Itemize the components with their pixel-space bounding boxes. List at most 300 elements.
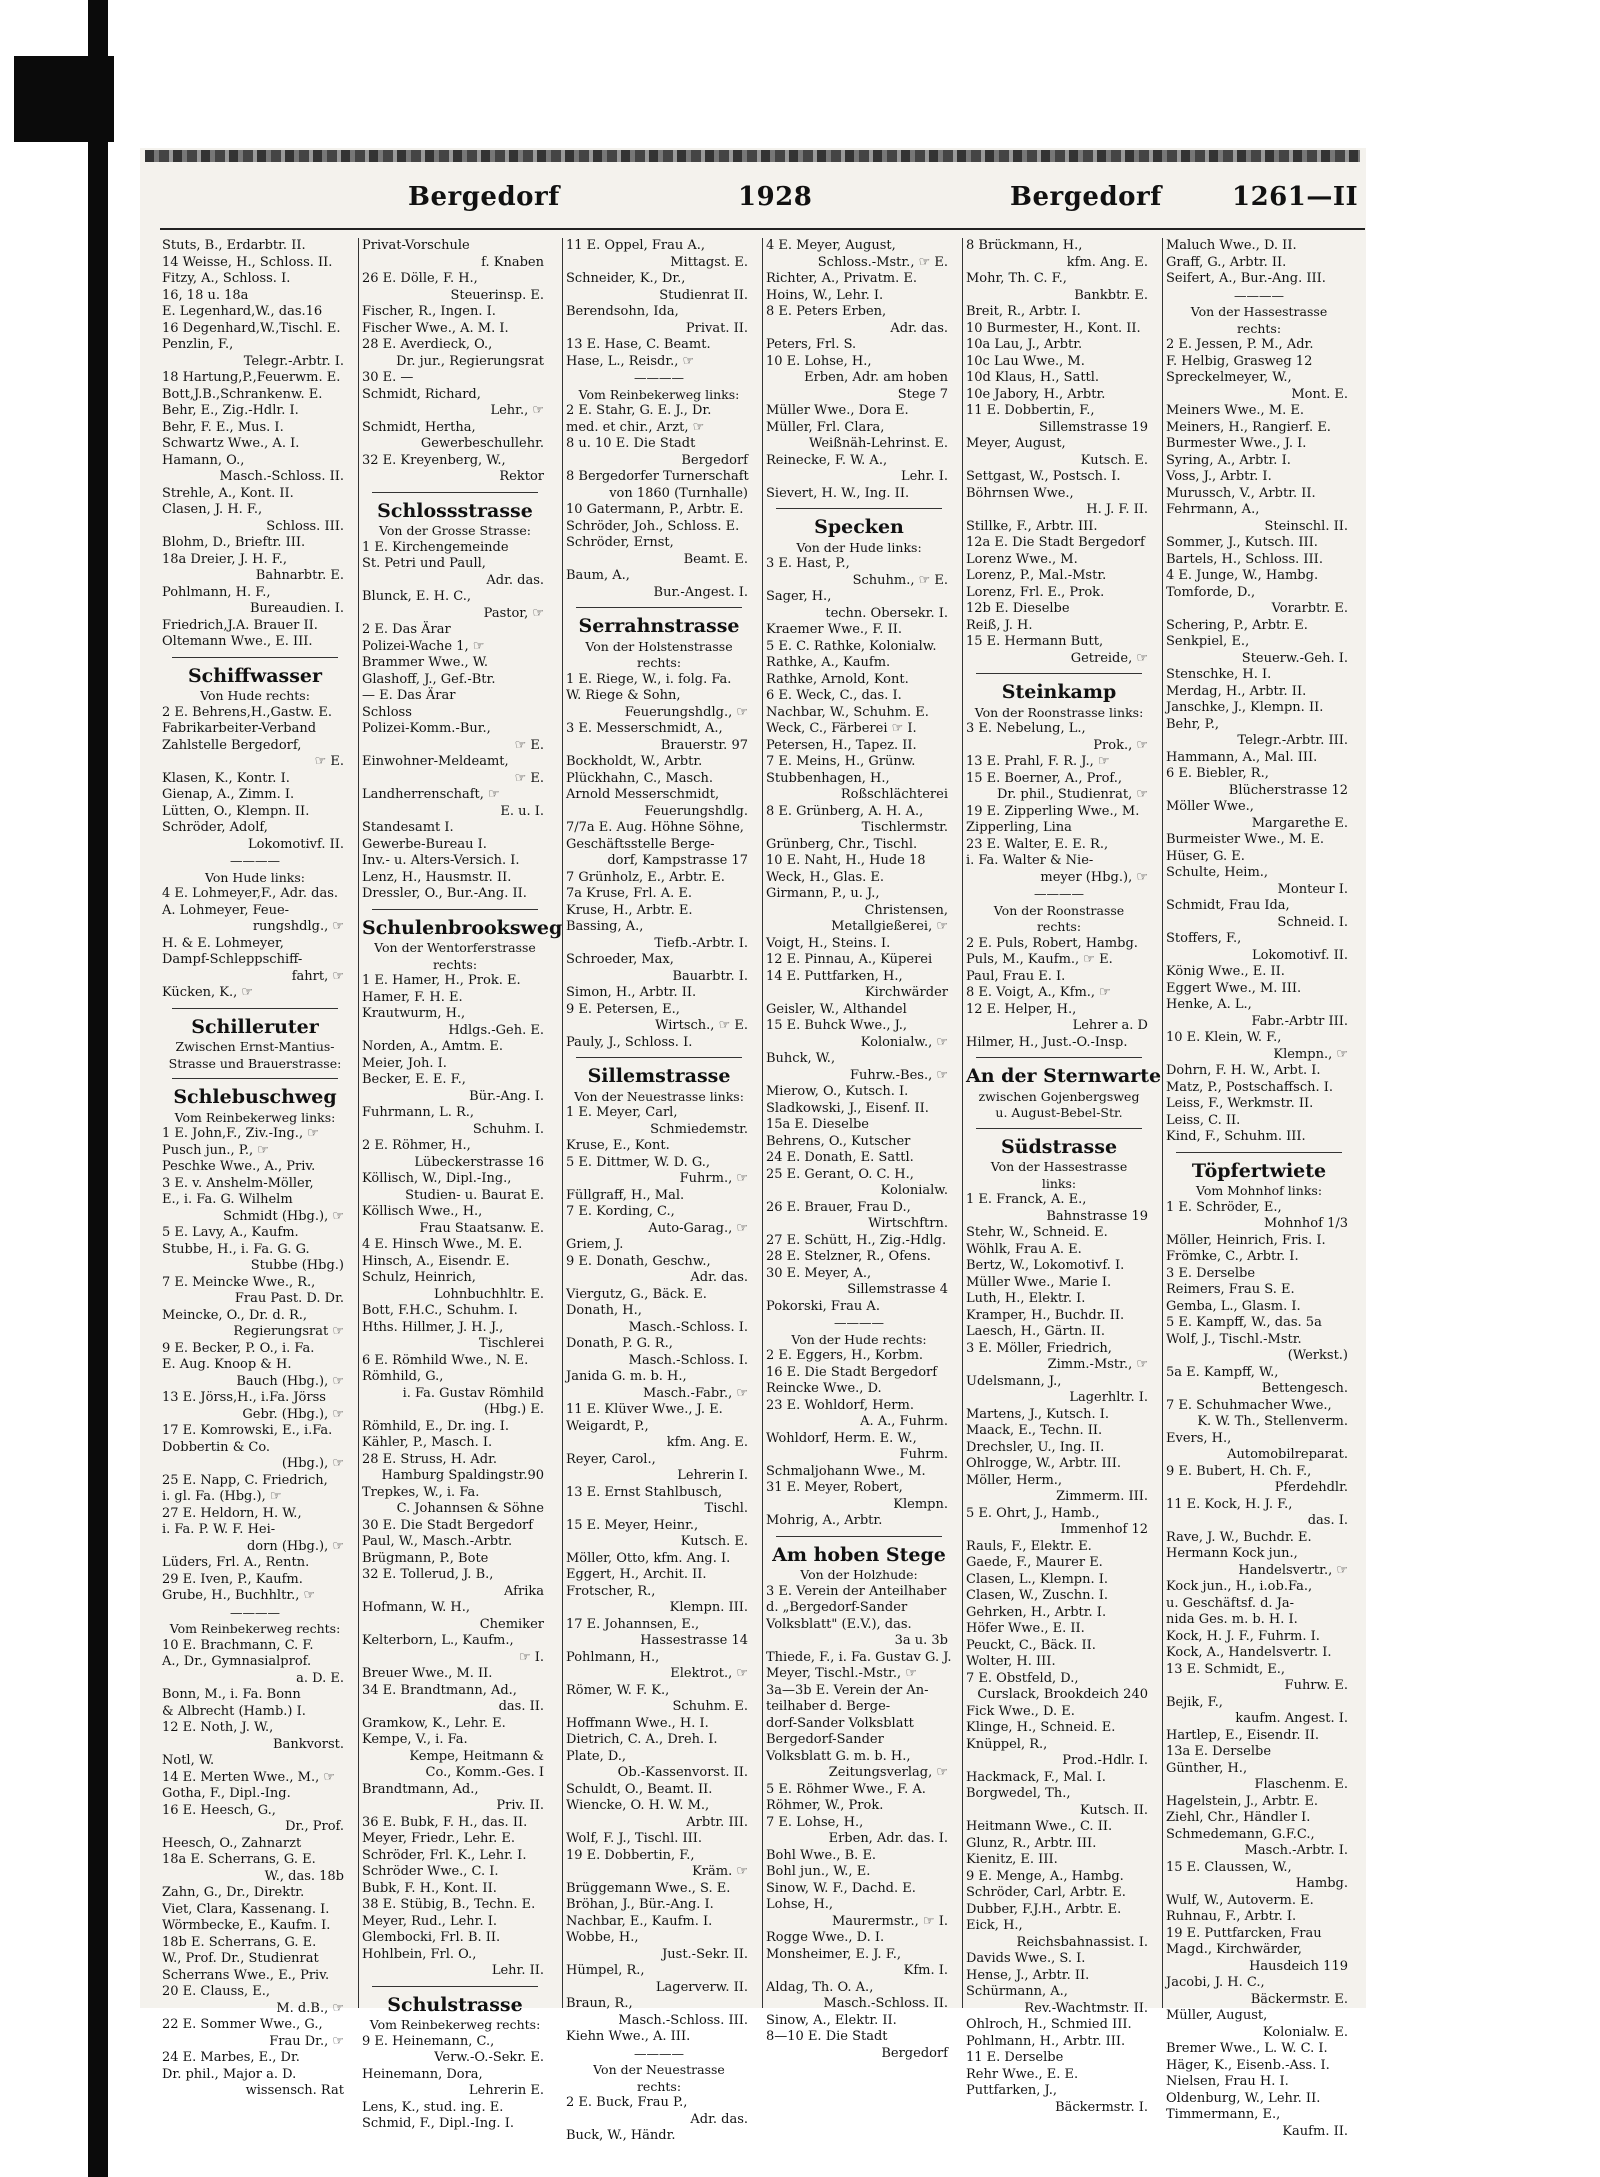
entry-line: Fick Wwe., D. E. bbox=[966, 1703, 1075, 1719]
entry-continuation: Masch.-Schloss. III. bbox=[618, 2012, 748, 2028]
entry-line: 7 E. Meincke Wwe., R., bbox=[162, 1274, 316, 1290]
entry-continuation: M. d.B., ☞ bbox=[276, 2000, 344, 2016]
entry-line: 11 E. Kock, H. J. F., bbox=[1166, 1496, 1293, 1512]
entry-line: Volksblatt G. m. b. H., bbox=[766, 1748, 911, 1764]
column-divider bbox=[1162, 238, 1163, 2008]
entry-line: Puttfarken, J., bbox=[966, 2083, 1058, 2098]
entry-line: u. Geschäftsf. d. Ja- bbox=[1166, 1595, 1295, 1611]
entry-line: 5 E. Kampff, W., das. 5a bbox=[1166, 1315, 1322, 1330]
entry-line: Schering, P., Arbtr. E. bbox=[1166, 617, 1308, 633]
entry-line: Privat-Vorschule bbox=[362, 238, 470, 253]
entry-line: Strehle, A., Kont. II. bbox=[162, 485, 294, 501]
entry-continuation: Adr. das. bbox=[486, 572, 544, 588]
entry-line: 32 E. Kreyenberg, W., bbox=[362, 452, 506, 468]
entry-line: Leiss, F., Werkmstr. II. bbox=[1166, 1096, 1314, 1111]
entry-line: 3 E. v. Anshelm-Möller, bbox=[162, 1175, 314, 1191]
entry-continuation: Telegr.-Arbtr. III. bbox=[1237, 733, 1348, 748]
entry-line: Sommer, J., Kutsch. III. bbox=[1166, 535, 1318, 550]
entry-line: Mohr, Th. C. F., bbox=[966, 271, 1067, 286]
entry-line: 9 E. Menge, A., Hambg. bbox=[966, 1868, 1124, 1884]
column-divider bbox=[358, 238, 359, 2008]
entry-line: & Albrecht (Hamb.) I. bbox=[162, 1703, 306, 1719]
entry-line: Notl, W. bbox=[162, 1753, 215, 1768]
entry-line: 2 E. Buck, Frau P., bbox=[566, 2095, 688, 2110]
entry-line: 3 E. Messerschmidt, A., bbox=[566, 721, 723, 736]
header-town-right: Bergedorf bbox=[1010, 182, 1162, 212]
entry-line: E. Legenhard,W., das.16 bbox=[162, 304, 323, 319]
entry-continuation: Auto-Garag., ☞ bbox=[648, 1220, 748, 1236]
entry-line: Fabrikarbeiter-Verband bbox=[162, 721, 317, 736]
entry-continuation: Lehr. II. bbox=[491, 1963, 544, 1978]
entry-line: Dietrich, C. A., Dreh. I. bbox=[566, 1732, 718, 1747]
entry-line: Müller Wwe., Marie I. bbox=[966, 1274, 1112, 1290]
entry-line: Kind, F., Schuhm. III. bbox=[1166, 1129, 1306, 1144]
entry-line: Bott,J.B.,Schrankenw. E. bbox=[162, 386, 323, 402]
entry-continuation: Zimmerm. III. bbox=[1056, 1489, 1148, 1504]
entry-line: Höfer Wwe., E. II. bbox=[966, 1621, 1085, 1636]
street-subheading: rechts: bbox=[1236, 320, 1282, 336]
entry-line: Magd., Kirchwärder, bbox=[1166, 1942, 1302, 1957]
entry-line: Stillke, F., Arbtr. III. bbox=[966, 518, 1098, 534]
entry-line: Lenz, H., Hausmstr. II. bbox=[362, 869, 512, 885]
entry-line: 28 E. Averdieck, O., bbox=[362, 337, 493, 352]
entry-line: 18 Hartung,P.,Feuerwm. E. bbox=[162, 370, 341, 385]
entry-line: 24 E. Marbes, E., Dr. bbox=[162, 2050, 300, 2065]
entry-line: 15 E. Buhck Wwe., J., bbox=[766, 1018, 908, 1033]
entry-line: Murussch, V., Arbtr. II. bbox=[1166, 485, 1316, 501]
entry-line: Möller, Herm., bbox=[966, 1472, 1063, 1488]
entry-continuation: Co., Komm.-Ges. I bbox=[425, 1765, 544, 1780]
entry-continuation: Hdlgs.-Geh. E. bbox=[448, 1022, 544, 1038]
entry-continuation: Adr. das. bbox=[690, 2111, 748, 2127]
entry-line: Meyer, Rud., Lehr. I. bbox=[362, 1913, 497, 1929]
entry-line: Settgast, W., Postsch. I. bbox=[966, 469, 1121, 484]
entry-continuation: Reichsbahnassist. I. bbox=[1016, 1934, 1148, 1950]
entry-continuation: Bür.-Ang. I. bbox=[469, 1088, 544, 1104]
entry-continuation: Fuhrm., ☞ bbox=[679, 1171, 748, 1186]
entry-line: 3a—3b E. Verein der An- bbox=[766, 1682, 929, 1698]
entry-line: Schröder, Carl, Arbtr. E. bbox=[966, 1885, 1126, 1900]
header-page-number: 1261—II bbox=[1232, 182, 1359, 212]
entry-continuation: Lehrerin I. bbox=[677, 1468, 748, 1483]
entry-line: 4 E. Lohmeyer,F., Adr. das. bbox=[162, 886, 338, 901]
entry-line: 3 E. Nebelung, L., bbox=[966, 721, 1086, 736]
entry-line: 7 E. Kording, C., bbox=[566, 1204, 675, 1219]
entry-line: 12 E. Noth, J. W., bbox=[162, 1720, 274, 1735]
entry-line: Bassing, A., bbox=[566, 919, 644, 934]
entry-line: Krautwurm, H., bbox=[362, 1006, 466, 1021]
entry-line: 13 E. Prahl, F. R. J., ☞ bbox=[966, 754, 1110, 769]
entry-continuation: Feuerungshdlg. bbox=[644, 803, 748, 819]
entry-continuation: Lokomotivf. II. bbox=[247, 836, 344, 852]
entry-continuation: Klempn., ☞ bbox=[1273, 1046, 1348, 1062]
entry-line: Glembocki, Frl. B. II. bbox=[362, 1930, 501, 1945]
entry-line: Kempe, V., i. Fa. bbox=[362, 1732, 468, 1747]
entry-line: Hammann, A., Mal. III. bbox=[1166, 749, 1318, 765]
entry-continuation: Lehrer a. D bbox=[1072, 1018, 1148, 1033]
entry-continuation: Automobilreparat. bbox=[1227, 1447, 1348, 1462]
section-rule bbox=[372, 492, 538, 493]
entry-line: Petersen, H., Tapez. II. bbox=[766, 737, 917, 753]
entry-continuation: Zimm.-Mstr., ☞ bbox=[1047, 1357, 1148, 1372]
entry-continuation: Kräm. ☞ bbox=[692, 1864, 748, 1879]
entry-line: 24 E. Donath, E. Sattl. bbox=[766, 1150, 914, 1165]
entry-continuation: a. D. E. bbox=[296, 1670, 344, 1686]
entry-line: Füllgraff, H., Mal. bbox=[566, 1187, 685, 1203]
entry-line: Ziehl, Chr., Händler I. bbox=[1166, 1810, 1311, 1825]
entry-continuation: dorf, Kampstrasse 17 bbox=[607, 853, 748, 868]
entry-line: 36 E. Bubk, F. H., das. II. bbox=[362, 1814, 528, 1830]
entry-line: Hinsch, A., Eisendr. E. bbox=[362, 1253, 510, 1269]
street-subheading: Von der Wentorferstrasse bbox=[374, 940, 536, 955]
entry-line: 2 E. Stahr, G. E. J., Dr. bbox=[566, 403, 712, 418]
entry-line: Weck, H., Glas. E. bbox=[766, 869, 885, 885]
entry-line: Gewerbe-Bureau I. bbox=[362, 836, 487, 852]
entry-continuation: ☞ E. bbox=[314, 754, 344, 769]
entry-continuation: Immenhof 12 bbox=[1060, 1522, 1148, 1537]
entry-line: Kock, H. J. F., Fuhrm. I. bbox=[1166, 1628, 1320, 1644]
entry-continuation: das. II. bbox=[498, 1699, 544, 1714]
entry-continuation: Handelsvertr., ☞ bbox=[1238, 1562, 1348, 1578]
column-1 bbox=[162, 238, 348, 2098]
entry-line: Inv.- u. Alters-Versich. I. bbox=[362, 853, 520, 868]
entry-continuation: Schuhm. I. bbox=[472, 1121, 544, 1137]
entry-line: Meier, Joh. I. bbox=[362, 1055, 447, 1071]
entry-continuation: (Hbg.), ☞ bbox=[281, 1456, 344, 1471]
street-subheading: Von Hude rechts: bbox=[200, 688, 310, 703]
entry-line: Seifert, A., Bur.-Ang. III. bbox=[1166, 271, 1326, 286]
section-rule bbox=[576, 607, 742, 608]
entry-continuation: Kolonialw. E. bbox=[1262, 2024, 1348, 2040]
entry-line: Burmester Wwe., J. I. bbox=[1166, 436, 1307, 451]
street-subheading: ———— bbox=[634, 2045, 684, 2061]
entry-continuation: Blücherstrasse 12 bbox=[1228, 782, 1348, 798]
entry-line: 5 E. C. Rathke, Kolonialw. bbox=[766, 638, 937, 654]
street-heading: Schulstrasse bbox=[387, 1993, 523, 2016]
street-subheading: Von der Hude rechts: bbox=[791, 1331, 927, 1347]
entry-line: A., Dr., Gymnasialprof. bbox=[162, 1654, 312, 1669]
entry-line: Möller, Otto, kfm. Ang. I. bbox=[566, 1550, 731, 1566]
entry-line: Meincke, O., Dr. d. R., bbox=[162, 1307, 308, 1323]
entry-line: Kramper, H., Buchdr. II. bbox=[966, 1307, 1125, 1323]
entry-line: 10d Klaus, H., Sattl. bbox=[966, 370, 1100, 385]
entry-line: Kiehn Wwe., A. III. bbox=[566, 2029, 691, 2044]
entry-line: Stenschke, H. I. bbox=[1166, 667, 1272, 682]
entry-line: 8 E. Voigt, A., Kfm., ☞ bbox=[966, 985, 1111, 1000]
running-header bbox=[160, 182, 1365, 226]
entry-line: 6 E. Römhild Wwe., N. E. bbox=[362, 1352, 529, 1368]
entry-line: Mierow, O., Kutsch. I. bbox=[766, 1084, 909, 1099]
entry-line: Nachbar, W., Schuhm. E. bbox=[766, 704, 929, 720]
street-heading: An der Sternwarte bbox=[966, 1065, 1162, 1087]
entry-line: 29 E. Iven, P., Kaufm. bbox=[162, 1571, 303, 1587]
entry-continuation: C. Johannsen & Söhne bbox=[396, 1501, 544, 1516]
entry-line: 2 E. Das Ärar bbox=[362, 622, 451, 637]
entry-line: Köllisch Wwe., H., bbox=[362, 1204, 483, 1219]
street-subheading: Vom Reinbekerweg rechts: bbox=[369, 2017, 541, 2032]
header-town-left: Bergedorf bbox=[408, 182, 560, 212]
entry-continuation: 3a u. 3b bbox=[894, 1633, 948, 1648]
entry-continuation: meyer (Hbg.), ☞ bbox=[1040, 869, 1148, 885]
entry-line: Tomforde, D., bbox=[1166, 584, 1256, 600]
entry-line: Standesamt I. bbox=[362, 820, 454, 835]
street-heading: Steinkamp bbox=[1001, 681, 1117, 703]
entry-line: Gienap, A., Zimm. I. bbox=[162, 787, 295, 802]
entry-line: Henke, A. L., bbox=[1166, 997, 1252, 1012]
street-subheading: ———— bbox=[1234, 287, 1284, 303]
entry-line: Römhild, G., bbox=[362, 1369, 444, 1384]
entry-line: 10c Lau Wwe., M. bbox=[966, 353, 1085, 369]
entry-continuation: Hamburg Spaldingstr.90 bbox=[381, 1468, 544, 1483]
entry-line: Wolf, J., Tischl.-Mstr. bbox=[1166, 1331, 1302, 1347]
entry-line: 19 E. Zipperling Wwe., M. bbox=[966, 803, 1140, 819]
entry-line: 18a E. Scherrans, G. E. bbox=[162, 1852, 316, 1867]
entry-line: Puls, M., Kaufm., ☞ E. bbox=[966, 952, 1113, 967]
entry-line: Wolter, H. III. bbox=[966, 1654, 1056, 1669]
entry-line: 9 E. Donath, Geschw., bbox=[566, 1253, 711, 1269]
entry-continuation: E. u. I. bbox=[500, 803, 544, 819]
entry-line: 15 E. Claussen, W., bbox=[1166, 1859, 1292, 1875]
entry-continuation: Bäckermstr. I. bbox=[1055, 2099, 1148, 2115]
entry-line: 16, 18 u. 18a bbox=[162, 287, 249, 303]
entry-continuation: A. A., Fuhrm. bbox=[860, 1414, 948, 1429]
entry-line: 10 Burmester, H., Kont. II. bbox=[966, 320, 1141, 336]
entry-line: Rehr Wwe., E. E. bbox=[966, 2066, 1079, 2082]
entry-continuation: techn. Obersekr. I. bbox=[825, 605, 948, 621]
entry-line: Meyer, Friedr., Lehr. E. bbox=[362, 1831, 516, 1846]
entry-line: teilhaber d. Berge- bbox=[766, 1699, 891, 1714]
entry-line: Evers, H., bbox=[1166, 1430, 1232, 1446]
street-subheading: rechts: bbox=[636, 2078, 682, 2094]
entry-line: Meyer, Tischl.-Mstr., ☞ bbox=[766, 1666, 917, 1681]
entry-continuation: Prod.-Hdlr. I. bbox=[1062, 1753, 1148, 1768]
entry-line: 11 E. Oppel, Frau A., bbox=[566, 238, 705, 253]
entry-line: Kraemer Wwe., F. II. bbox=[766, 622, 902, 637]
entry-line: W. Riege & Sohn, bbox=[566, 688, 681, 703]
entry-continuation: Fuhrm. bbox=[899, 1447, 948, 1462]
entry-line: Udelsmann, J., bbox=[966, 1373, 1062, 1389]
entry-line: Sievert, H. W., Ing. II. bbox=[766, 485, 910, 501]
entry-line: Meyer, August, bbox=[966, 436, 1066, 451]
entry-line: Hofmann, W. H., bbox=[362, 1600, 471, 1615]
street-subheading: rechts: bbox=[1036, 919, 1082, 934]
entry-line: Röhmer, W., Prok. bbox=[766, 1798, 884, 1813]
entry-line: Schröder, Adolf, bbox=[162, 820, 268, 835]
entry-line: 3 E. Hast, P., bbox=[766, 556, 850, 571]
entry-line: Eggert, H., Archit. II. bbox=[566, 1567, 707, 1582]
street-subheading: Von der Grosse Strasse: bbox=[379, 523, 531, 538]
entry-line: Geschäftsstelle Berge- bbox=[566, 836, 715, 852]
entry-continuation: Pastor, ☞ bbox=[483, 605, 544, 621]
entry-line: Möller Wwe., bbox=[1166, 799, 1254, 814]
entry-continuation: fahrt, ☞ bbox=[291, 968, 344, 984]
section-rule bbox=[576, 1057, 742, 1058]
entry-line: Kock, A., Handelsvertr. I. bbox=[1166, 1645, 1332, 1660]
entry-continuation: Studien- u. Baurat E. bbox=[405, 1187, 544, 1203]
section-rule bbox=[976, 1057, 1142, 1058]
entry-line: Fuhrmann, L. R., bbox=[362, 1105, 475, 1120]
entry-line: 20 E. Clauss, E., bbox=[162, 1984, 271, 1999]
entry-line: Brügmann, P., Bote bbox=[362, 1550, 489, 1566]
entry-line: 16 E. Die Stadt Bergedorf bbox=[766, 1364, 938, 1380]
entry-line: Weigardt, P., bbox=[566, 1418, 649, 1434]
entry-line: Bremer Wwe., L. W. C. I. bbox=[1166, 2041, 1328, 2056]
entry-line: 19 E. Puttfarcken, Frau bbox=[1166, 1925, 1322, 1941]
entry-line: 34 E. Brandtmann, Ad., bbox=[362, 1682, 517, 1698]
entry-line: Schuldt, O., Beamt. II. bbox=[566, 1781, 713, 1797]
entry-continuation: Frau Past. D. Dr. bbox=[234, 1291, 344, 1306]
entry-line: Polizei-Wache 1, ☞ bbox=[362, 638, 485, 654]
entry-continuation: Lehr. I. bbox=[900, 469, 948, 484]
entry-line: Hths. Hillmer, J. H. J., bbox=[362, 1319, 504, 1335]
street-subheading: u. August-Bebel-Str. bbox=[995, 1105, 1123, 1120]
entry-line: Hümpel, R., bbox=[566, 1963, 645, 1978]
entry-continuation: Rektor bbox=[499, 469, 544, 484]
entry-line: 1 E. Schröder, E., bbox=[1166, 1199, 1282, 1215]
entry-line: Friedrich,J.A. Brauer II. bbox=[162, 617, 318, 633]
entry-continuation: Lagerhltr. I. bbox=[1069, 1390, 1148, 1405]
section-rule bbox=[1176, 1152, 1342, 1153]
entry-line: Hoins, W., Lehr. I. bbox=[766, 287, 884, 303]
entry-continuation: Wirtschftrn. bbox=[868, 1216, 948, 1231]
entry-line: Sladkowski, J., Eisenf. II. bbox=[766, 1100, 929, 1116]
entry-line: Hase, L., Reisdr., ☞ bbox=[566, 353, 695, 369]
entry-line: Brammer Wwe., W. bbox=[362, 655, 489, 670]
entry-continuation: Christensen, bbox=[864, 902, 948, 918]
entry-line: 7 E. Meins, H., Grünw. bbox=[766, 754, 916, 769]
entry-continuation: Kolonialw. bbox=[880, 1183, 948, 1198]
entry-continuation: Lokomotivf. II. bbox=[1251, 947, 1348, 963]
entry-continuation: Bäckermstr. E. bbox=[1250, 1991, 1348, 2007]
entry-continuation: Stubbe (Hbg.) bbox=[250, 1258, 344, 1273]
entry-line: 4 E. Hinsch Wwe., M. E. bbox=[362, 1237, 523, 1252]
entry-line: Becker, E. E. F., bbox=[362, 1072, 466, 1087]
entry-line: Pokorski, Frau A. bbox=[766, 1298, 880, 1314]
entry-continuation: Masch.-Arbtr. I. bbox=[1244, 1843, 1348, 1858]
entry-line: Rogge Wwe., D. I. bbox=[766, 1930, 885, 1945]
section-rule bbox=[172, 1008, 338, 1009]
entry-line: 15 E. Hermann Butt, bbox=[966, 634, 1104, 649]
entry-continuation: Klempn. III. bbox=[669, 1600, 748, 1615]
entry-line: 7 E. Obstfeld, D., bbox=[966, 1670, 1079, 1686]
entry-line: Dressler, O., Bur.-Ang. II. bbox=[362, 886, 527, 901]
entry-continuation: Telegr.-Arbtr. I. bbox=[243, 353, 344, 369]
entry-line: Pusch jun., P., ☞ bbox=[162, 1142, 269, 1158]
entry-line: Reinecke, F. W. A., bbox=[766, 452, 888, 468]
entry-line: Köllisch, W., Dipl.-Ing., bbox=[362, 1171, 512, 1186]
entry-continuation: Maurermstr., ☞ I. bbox=[831, 1913, 948, 1929]
column-4 bbox=[766, 238, 952, 2061]
entry-line: Schulz, Heinrich, bbox=[362, 1270, 476, 1285]
entry-line: Buhck, W., bbox=[766, 1051, 836, 1066]
entry-line: Laesch, H., Gärtn. II. bbox=[966, 1324, 1106, 1339]
entry-line: Ohlrogge, W., Arbtr. III. bbox=[966, 1456, 1122, 1471]
entry-line: Brüggemann Wwe., S. E. bbox=[566, 1880, 731, 1896]
entry-continuation: Schmidt (Hbg.), ☞ bbox=[223, 1208, 344, 1224]
entry-line: Lüders, Frl. A., Rentn. bbox=[162, 1555, 310, 1570]
entry-line: 28 E. Stelzner, R., Ofens. bbox=[766, 1249, 931, 1264]
entry-line: med. et chir., Arzt, ☞ bbox=[566, 419, 705, 435]
entry-line: Dampf-Schleppschiff- bbox=[162, 952, 303, 967]
entry-line: 9 E. Heinemann, C., bbox=[362, 2033, 495, 2049]
entry-line: Hohlbein, Frl. O., bbox=[362, 1946, 477, 1962]
entry-line: 12 E. Pinnau, A., Küperei bbox=[766, 952, 933, 967]
entry-line: St. Petri und Paull, bbox=[362, 556, 486, 571]
entry-line: 12a E. Die Stadt Bergedorf bbox=[966, 535, 1145, 550]
entry-continuation: Gebr. (Hbg.), ☞ bbox=[242, 1406, 344, 1422]
entry-line: 5 E. Lavy, A., Kaufm. bbox=[162, 1225, 299, 1240]
entry-continuation: Bahnstrasse 19 bbox=[1046, 1208, 1148, 1224]
street-heading: Schiffwasser bbox=[187, 664, 323, 687]
street-subheading: Von der Neuestrasse bbox=[593, 2062, 725, 2077]
entry-line: Wulf, W., Autoverm. E. bbox=[1166, 1892, 1314, 1908]
entry-line: 30 E. Meyer, A., bbox=[766, 1265, 872, 1281]
entry-line: 7 E. Schuhmacher Wwe., bbox=[1166, 1397, 1332, 1413]
street-heading: Serrahnstrasse bbox=[578, 615, 740, 637]
column-divider bbox=[762, 238, 763, 2008]
entry-line: 1 E. Franck, A. E., bbox=[966, 1192, 1087, 1207]
entry-line: 27 E. Schütt, H., Zig.-Hdlg. bbox=[766, 1232, 947, 1248]
entry-line: 12b E. Dieselbe bbox=[966, 601, 1070, 616]
entry-line: Römhild, E., Dr. ing. I. bbox=[362, 1418, 509, 1434]
entry-line: Donath, H., bbox=[566, 1303, 642, 1318]
entry-continuation: Ob.-Kassenvorst. II. bbox=[617, 1765, 748, 1780]
entry-line: Einwohner-Meldeamt, bbox=[362, 754, 509, 769]
entry-line: Viet, Clara, Kassenang. I. bbox=[162, 1901, 330, 1917]
entry-continuation: Kempe, Heitmann & bbox=[409, 1748, 544, 1764]
entry-continuation: Roßschlächterei bbox=[840, 787, 948, 802]
scan-edge bbox=[88, 0, 108, 2177]
entry-line: Schmaljohann Wwe., M. bbox=[766, 1463, 926, 1479]
entry-line: Eick, H., bbox=[966, 1918, 1023, 1933]
entry-line: 1 E. Riege, W., i. folg. Fa. bbox=[566, 671, 732, 687]
entry-line: Lorenz, P., Mal.-Mstr. bbox=[966, 568, 1107, 583]
entry-line: Heesch, O., Zahnarzt bbox=[162, 1835, 302, 1851]
entry-line: Dobbertin & Co. bbox=[162, 1439, 271, 1455]
entry-continuation: Frau Staatsanw. E. bbox=[419, 1220, 544, 1236]
entry-line: 8 E. Grünberg, A. H. A., bbox=[766, 803, 924, 819]
street-heading: Töpfertwiete bbox=[1191, 1159, 1327, 1182]
entry-line: Behr, P., bbox=[1166, 716, 1220, 732]
entry-line: Hüser, G. E. bbox=[1166, 848, 1245, 864]
entry-line: Buck, W., Händr. bbox=[566, 2128, 676, 2143]
entry-line: Schmidt, Hertha, bbox=[362, 419, 476, 435]
entry-line: Schröder, Frl. K., Lehr. I. bbox=[362, 1847, 527, 1863]
street-subheading: rechts: bbox=[432, 956, 478, 972]
entry-line: Zahn, G., Dr., Direktr. bbox=[162, 1885, 305, 1900]
entry-continuation: W., das. 18b bbox=[264, 1868, 344, 1884]
entry-line: Schulte, Heim., bbox=[1166, 865, 1269, 880]
entry-line: Voss, J., Arbtr. I. bbox=[1166, 469, 1272, 484]
section-rule bbox=[776, 508, 942, 509]
entry-line: Wiencke, O. H. W. M., bbox=[566, 1798, 710, 1813]
entry-continuation: Zeitungsverlag, ☞ bbox=[828, 1765, 948, 1780]
entry-line: Grube, H., Buchhltr., ☞ bbox=[162, 1588, 316, 1603]
entry-continuation: Bauarbtr. I. bbox=[672, 968, 748, 984]
entry-line: 15a E. Dieselbe bbox=[766, 1117, 869, 1132]
entry-line: Stubbenhagen, H., bbox=[766, 770, 890, 786]
entry-line: Grünberg, Chr., Tischl. bbox=[766, 836, 918, 852]
entry-line: Norden, A., Amtm. E. bbox=[362, 1039, 504, 1054]
entry-continuation: Lagerverw. II. bbox=[655, 1979, 748, 1995]
street-subheading: Strasse und Brauerstrasse: bbox=[168, 1055, 342, 1071]
entry-line: — E. Das Ärar bbox=[362, 688, 456, 703]
entry-line: Bertz, W., Lokomotivf. I. bbox=[966, 1258, 1125, 1273]
entry-line: Reyer, Carol., bbox=[566, 1451, 656, 1467]
entry-continuation: das. I. bbox=[1307, 1513, 1348, 1528]
entry-continuation: ☞ I. bbox=[518, 1649, 544, 1665]
entry-line: 8 Bergedorfer Turnerschaft bbox=[566, 469, 749, 484]
